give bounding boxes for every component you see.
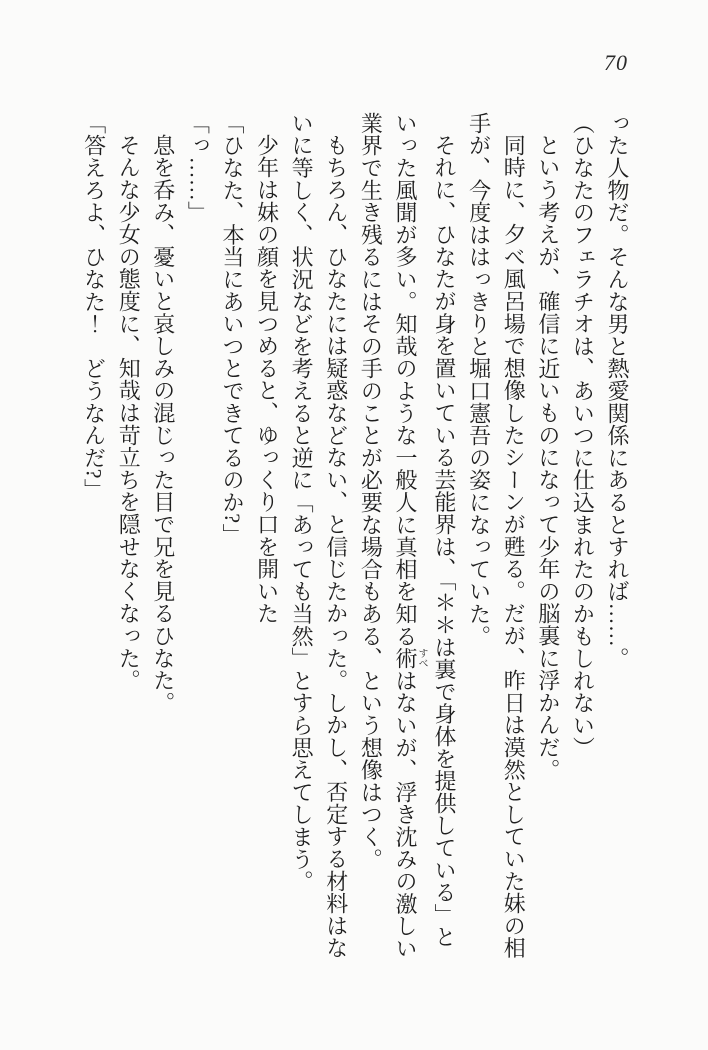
ruby-annotation [392, 647, 427, 670]
text-line: （ひなたのフェラチオは、あいつに仕込まれたのかもしれない） [570, 112, 596, 759]
text-line: 業界で生き残るにはその手のことが必要な場合もある、という想像はつく。 [358, 112, 384, 871]
text-line: った人物だ。そんな男と熱愛関係にあるとすれば……。 [605, 112, 630, 670]
text-line: それに、ひなたが身を置いている芸能界は、「＊＊は裏で身体を提供している」と [432, 134, 458, 949]
furigana: すべ [415, 647, 427, 670]
text-line: 手が、今度ははっきりと堀口憲吾の姿になっていた。 [466, 112, 492, 648]
line-segment: いった風聞が多い。知哉のような一般人に真相を知る [392, 112, 418, 648]
line-segment: はないが、浮き沈みの激しい [392, 669, 418, 960]
text-line: 「っ……」 [185, 112, 211, 224]
text-line: 「答えろよ、ひなた！ どうなんだ?」 [81, 112, 107, 502]
text-line: という考えが、確信に近いものになって少年の脳裏に浮かんだ。 [535, 134, 561, 781]
page-number: 70 [604, 50, 628, 75]
text-line: もちろん、ひなたには疑惑などない、と信じたかった。しかし、否定する材料はな [323, 134, 349, 960]
text-line: 少年は妹の顔を見つめると、ゆっくり口を開いた [254, 134, 280, 625]
text-line: いに等しく、状況などを考えると逆に「あっても当然」とすら思えてしまう。 [289, 112, 315, 893]
text-line [387, 112, 426, 972]
text-area [76, 112, 634, 972]
text-line: 「ひなた、本当にあいつとできてるのか?」 [219, 112, 245, 546]
text-line: そんな少女の態度に、知哉は苛立ちを隠せなくなった。 [116, 134, 142, 692]
text-line: 同時に、夕べ風呂場で想像したシーンが甦る。だが、昨日は漠然としていた妹の相 [501, 134, 527, 960]
text-line: 息を呑み、憂いと哀しみの混じった目で兄を見るひなた。 [150, 134, 176, 714]
ruby-base: 術 [392, 647, 418, 670]
